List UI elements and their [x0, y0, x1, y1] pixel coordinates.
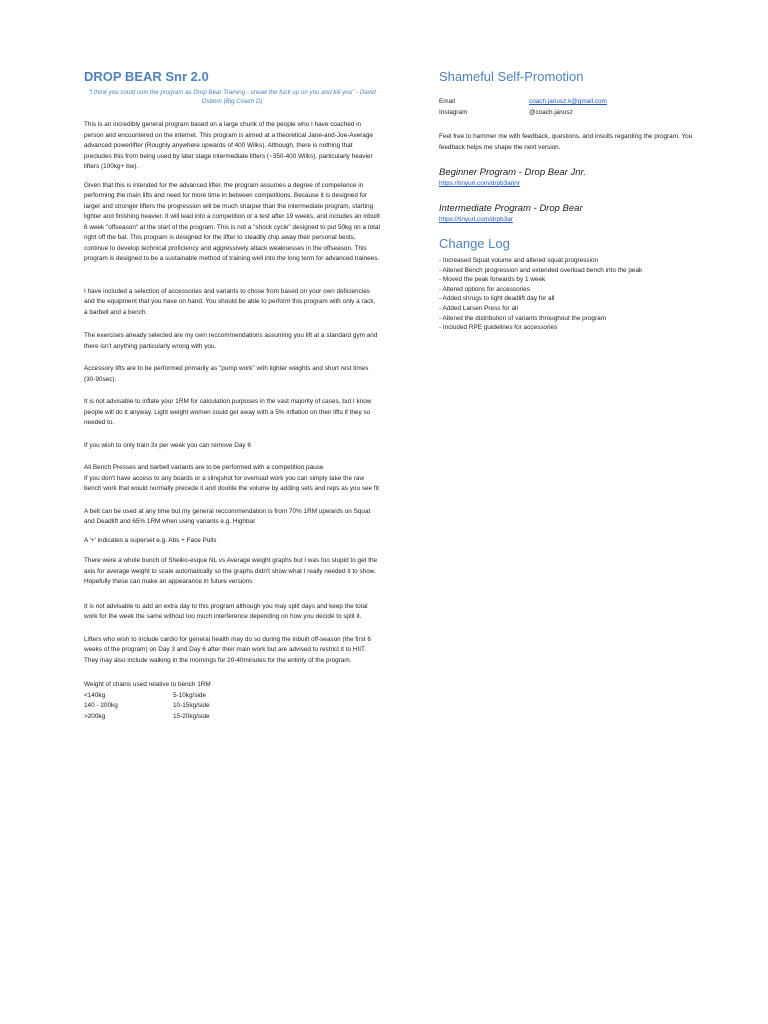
list-item: - Added shrugs to light deadlift day for all — [439, 295, 555, 303]
paragraph-advanced: Given that this is intended for the advanced lifter, the program assumes a degree of competence in performing the main lifts and need for more time in between competitions. Because it is designed for larger and stronger lifters the progression will be much sharper than the intermediate program, starting lighter and finishing heavier. It will lead into a competition or a test after 19 weeks, and includes an inbuilt 6 week "offseason" at the start of the program. This is not a "shock cycle" designed to put 50kg on a total right off the bat. This program is designed for the lifter to steadily chip away their personal bests, continue to develop technical proficiency and aggressively attack weaknesses in the offseason. This program is designed to be a sustainable method of training well into the long term for advanced trainees. — [84, 181, 380, 262]
chains-weight: 10-15kg/side — [173, 702, 210, 709]
paragraph-1rm: It is not advisable to inflate your 1RM for calculation purposes in the vast majority of cases, but I know people will do it anyway. Light weight women could get away with a 5% inflation on their lifts if they so needed to. — [84, 398, 372, 426]
paragraph-exercises: The exercises already selected are my own reccommendations assuming you lift at a standard gym and there isn't anything particularly wrong with you. — [84, 332, 378, 350]
chains-heading: Weight of chains used relative to bench 1RM — [84, 681, 211, 688]
paragraph-pump-work: Accessory lifts are to be performed primarily as "pump work" with lighter weights and short rest times (30-90sec). — [84, 365, 369, 383]
paragraph-extra-day: It is not advisable to add an extra day to this program although you may split days and keep the total work for the week the same without too much interference depending on how you decide to split it. — [84, 602, 368, 620]
chains-range: >200kg — [84, 712, 106, 720]
paragraph-intro: This is an incredibly general program based on a large chunk of the people who I have coached in person and encountered on the internet. This program is aimed at a theoretical Jane-and-Joe-Average advanced powerlifter (Roughly anywhere upwards of 400 Wilks). Although, there is nothing that precludes this from being used by later stage intermediate lifters (~350-400 Wilks), particularly heavier lifters (100kg+ bw). — [84, 121, 373, 170]
list-item: - Added Larsen Press for all — [439, 304, 518, 312]
email-link[interactable]: coach.janusz.k@gmail.com — [529, 98, 607, 105]
beginner-program-title: Beginner Program - Drop Bear Jnr. — [439, 167, 586, 178]
paragraph-overload: If you don't have access to any boards or a slingshot for overload work you can simply take the raw bench work that would normally precede it and double the volume by adding sets and reps as you see fit — [84, 474, 379, 492]
list-item: - Altered Bench progression and extended overload bench into the peak — [439, 266, 643, 274]
chains-range: <140kg — [84, 691, 106, 699]
beginner-program-link[interactable]: https://tinyurl.com/drpb3arjnr — [439, 180, 520, 187]
chains-weight: 15-20kg/side — [173, 712, 210, 720]
paragraph-bench-pause: All Bench Presses and barbell variants are to be performed with a competition pause — [84, 464, 324, 471]
email-row — [439, 97, 709, 108]
chains-range: 140 - 200kg — [84, 702, 118, 709]
paragraph-cardio: Lifters who wish to include cardio for general health may do so during the inbuilt off-season (the first 6 weeks of the program) on Day 3 and Day 6 after their main work but are advised to restrict it to HIIT. They may also include walking in the mornings for 20-40minutes for the entirity of the program. — [84, 635, 371, 664]
list-item: - Altered options for accessories — [439, 285, 530, 293]
promo-heading: Shameful Self-Promotion — [439, 69, 584, 84]
right-column — [439, 68, 709, 333]
epigraph-quote: "I think you could coin the program as Drop Bear Training - sneak the fuck up on you and kill you" - David Osborn (Big Coach D) — [88, 89, 376, 105]
paragraph-graphs: There were a whole bunch of Sheiko-esque NL vs Average weight graphs but I was too stupid to get the axis for average weight to scale automatically so the graphs didn't show what I really needed it to show. Hopefully these can make an appearance in future versions — [84, 557, 378, 585]
changelog-heading: Change Log — [439, 236, 510, 251]
instagram-row — [439, 108, 709, 119]
paragraph-3x-week: If you wish to only train 3x per week you can remove Day 6 — [84, 441, 251, 449]
intermediate-program-title: Intermediate Program - Drop Bear — [439, 203, 583, 214]
email-label: Email — [439, 98, 455, 105]
list-item: - Included RPE guidelines for accessories — [439, 324, 558, 332]
document-title: DROP BEAR Snr 2.0 — [84, 69, 209, 84]
feedback-text: Feel free to hammer me with feedback, questions, and insults regarding the program. You feedback helps me shape the next version. — [439, 133, 693, 151]
list-item: - Moved the peak forwards by 1 week — [439, 276, 546, 284]
paragraph-accessories: I have included a selection of accessories and variants to chose from based on your own deficiencies and the equipment that you have on hand. You should be able to perform this program with only a rack, a barbell and a bench. — [84, 287, 376, 316]
chains-table — [84, 691, 380, 723]
left-column — [84, 68, 380, 722]
instagram-handle: @coach.janusz — [529, 108, 573, 116]
intermediate-program-link[interactable]: https://tinyurl.com/drpb3ar — [439, 216, 513, 223]
list-item: - Increased Squat volume and altered squat progression — [439, 257, 599, 264]
list-item: - Altered the distribution of variants throughout the program — [439, 314, 606, 322]
paragraph-belt: A belt can be used at any time but my general reccommendation is from 70% 1RM upwards on Squat and Deadlift and 65% 1RM when using variants e.g. Highbar — [84, 507, 371, 525]
chains-weight: 5-10kg/side — [173, 691, 207, 699]
instagram-label: Instagram — [439, 108, 468, 116]
paragraph-superset: A '+' indicates a superset e.g. Abs + Face Pulls — [84, 536, 217, 544]
changelog-list — [439, 256, 709, 333]
